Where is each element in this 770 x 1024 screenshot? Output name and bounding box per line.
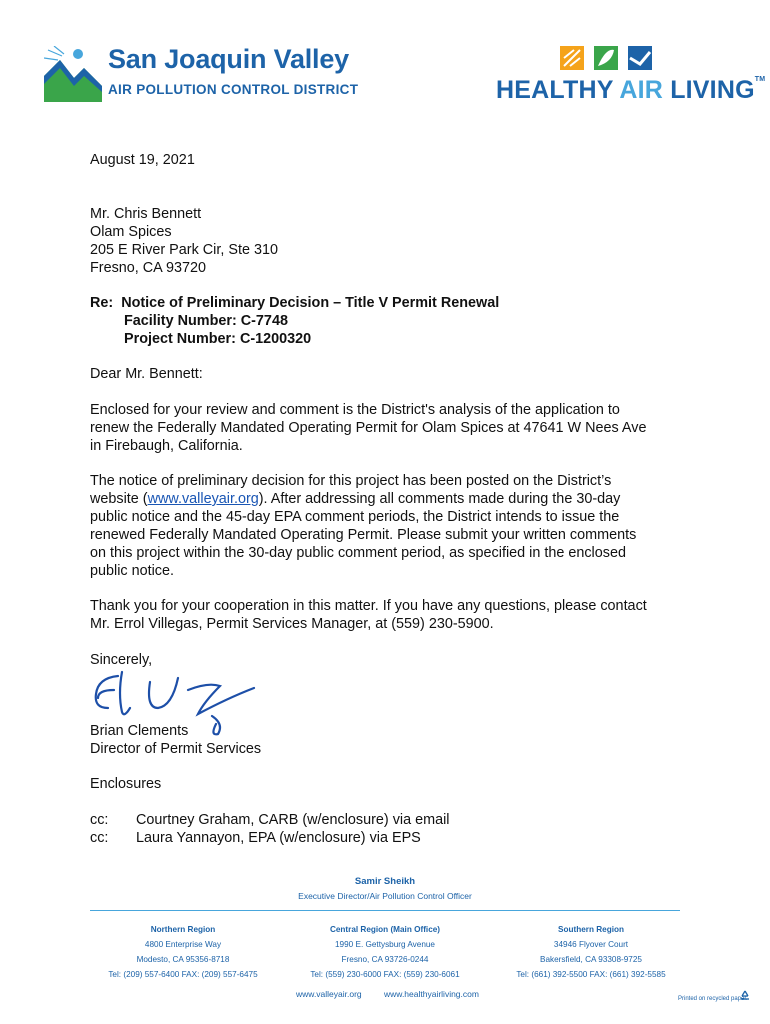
paragraph-2 [90,472,690,580]
paragraph-line [90,490,690,508]
paragraph-line: Thank you for your cooperation in this matter. If you have any questions, please contact [90,598,647,614]
region-city: Bakersfield, CA 93308-9725 [540,955,642,964]
region-southern [496,922,686,982]
paragraph-1 [90,401,690,455]
region-name: Central Region (Main Office) [329,925,441,934]
hal-tm: TM [754,76,766,83]
signer-title: Director of Permit Services [90,741,262,757]
cc-entry [90,829,690,847]
paragraph-line: Enclosed for your review and comment is the District's analysis of the application to [90,402,620,418]
sun-leaf-bird-icons [560,44,660,72]
region-street: 34946 Flyover Court [553,940,629,949]
region-phone: Tel: (661) 392-5500 FAX: (661) 392-5585 [516,970,666,979]
region-name: Southern Region [558,925,624,934]
hal-living: LIVING [670,76,755,104]
footer-divider [90,910,680,911]
region-street: 1990 E. Gettysburg Avenue [335,940,435,949]
hal-air: AIR [619,76,664,104]
officer-title: Executive Director/Air Pollution Control Officer [298,891,472,901]
paragraph-line: public notice. [90,563,174,579]
website-healthyairliving[interactable]: www.healthyairliving.com [384,989,479,999]
cc-text: Courtney Graham, CARB (w/enclosure) via email [136,812,450,828]
paragraph-line: in Firebaugh, California. [90,438,243,454]
address-line: Mr. Chris Bennett [90,206,202,222]
mountain-sun-icon [44,46,102,102]
region-city: Fresno, CA 93726-0244 [341,955,429,964]
address-line: Fresno, CA 93720 [90,260,206,276]
subject-line: Notice of Preliminary Decision – Title V Permit Renewal [121,295,500,311]
region-city: Modesto, CA 95356-8718 [136,955,230,964]
facility-number: Facility Number: C-7748 [124,313,288,329]
district-logo [44,44,359,106]
salutation: Dear Mr. Bennett: [90,366,203,382]
valleyair-link[interactable]: www.valleyair.org [147,491,259,507]
re-label: Re: [90,295,114,311]
region-phone: Tel: (209) 557-6400 FAX: (209) 557-6475 [108,970,258,979]
enclosures-label: Enclosures [90,776,162,792]
cc-text: Laura Yannayon, EPA (w/enclosure) via EPS [136,830,421,846]
paragraph-line: public notice and the 45-day EPA comment periods, the District intends to issue the [90,509,620,525]
signer-name: Brian Clements [90,723,189,739]
region-central [290,922,480,982]
paragraph-line: renew the Federally Mandated Operating Permit for Olam Spices at 47641 W Nees Ave [90,420,647,436]
subject-block [90,294,690,348]
region-phone: Tel: (559) 230-6000 FAX: (559) 230-6061 [310,970,460,979]
text-fragment: ). After addressing all comments made during the 30-day [258,491,621,507]
region-northern [88,922,278,982]
paragraph-line: Mr. Errol Villegas, Permit Services Manager, at (559) 230-5900. [90,616,494,632]
address-line: 205 E River Park Cir, Ste 310 [90,242,278,258]
recycled-note: Printed on recycled paper. [678,996,748,1002]
text-fragment: website ( [90,491,148,507]
recipient-address [90,205,690,277]
project-number: Project Number: C-1200320 [124,331,312,347]
signature-block [90,722,690,758]
cc-label: cc: [90,830,109,846]
website-valleyair[interactable]: www.valleyair.org [296,989,362,999]
letter-date: August 19, 2021 [90,152,195,168]
district-subtitle: AIR POLLUTION CONTROL DISTRICT [108,82,359,97]
officer-name: Samir Sheikh [354,876,416,887]
paragraph-3 [90,597,690,633]
healthy-air-living-wordmark [496,76,765,105]
region-street: 4800 Enterprise Way [144,940,222,949]
paragraph-line: renewed Federally Mandated Operating Permit. Please submit your written comments [90,527,637,543]
cc-label: cc: [90,812,109,828]
closing: Sincerely, [90,652,153,668]
healthy-air-living-logo [496,44,766,106]
paragraph-line: on this project within the 30-day public comment period, as specified in the enclosed [90,545,626,561]
region-name: Northern Region [150,925,216,934]
cc-list [90,811,690,847]
paragraph-line: The notice of preliminary decision for this project has been posted on the District’s [90,473,612,489]
hal-healthy: HEALTHY [496,76,614,104]
address-line: Olam Spices [90,224,172,240]
district-name: San Joaquin Valley [108,44,349,74]
cc-entry [90,811,690,829]
recycle-icon [739,990,751,1002]
